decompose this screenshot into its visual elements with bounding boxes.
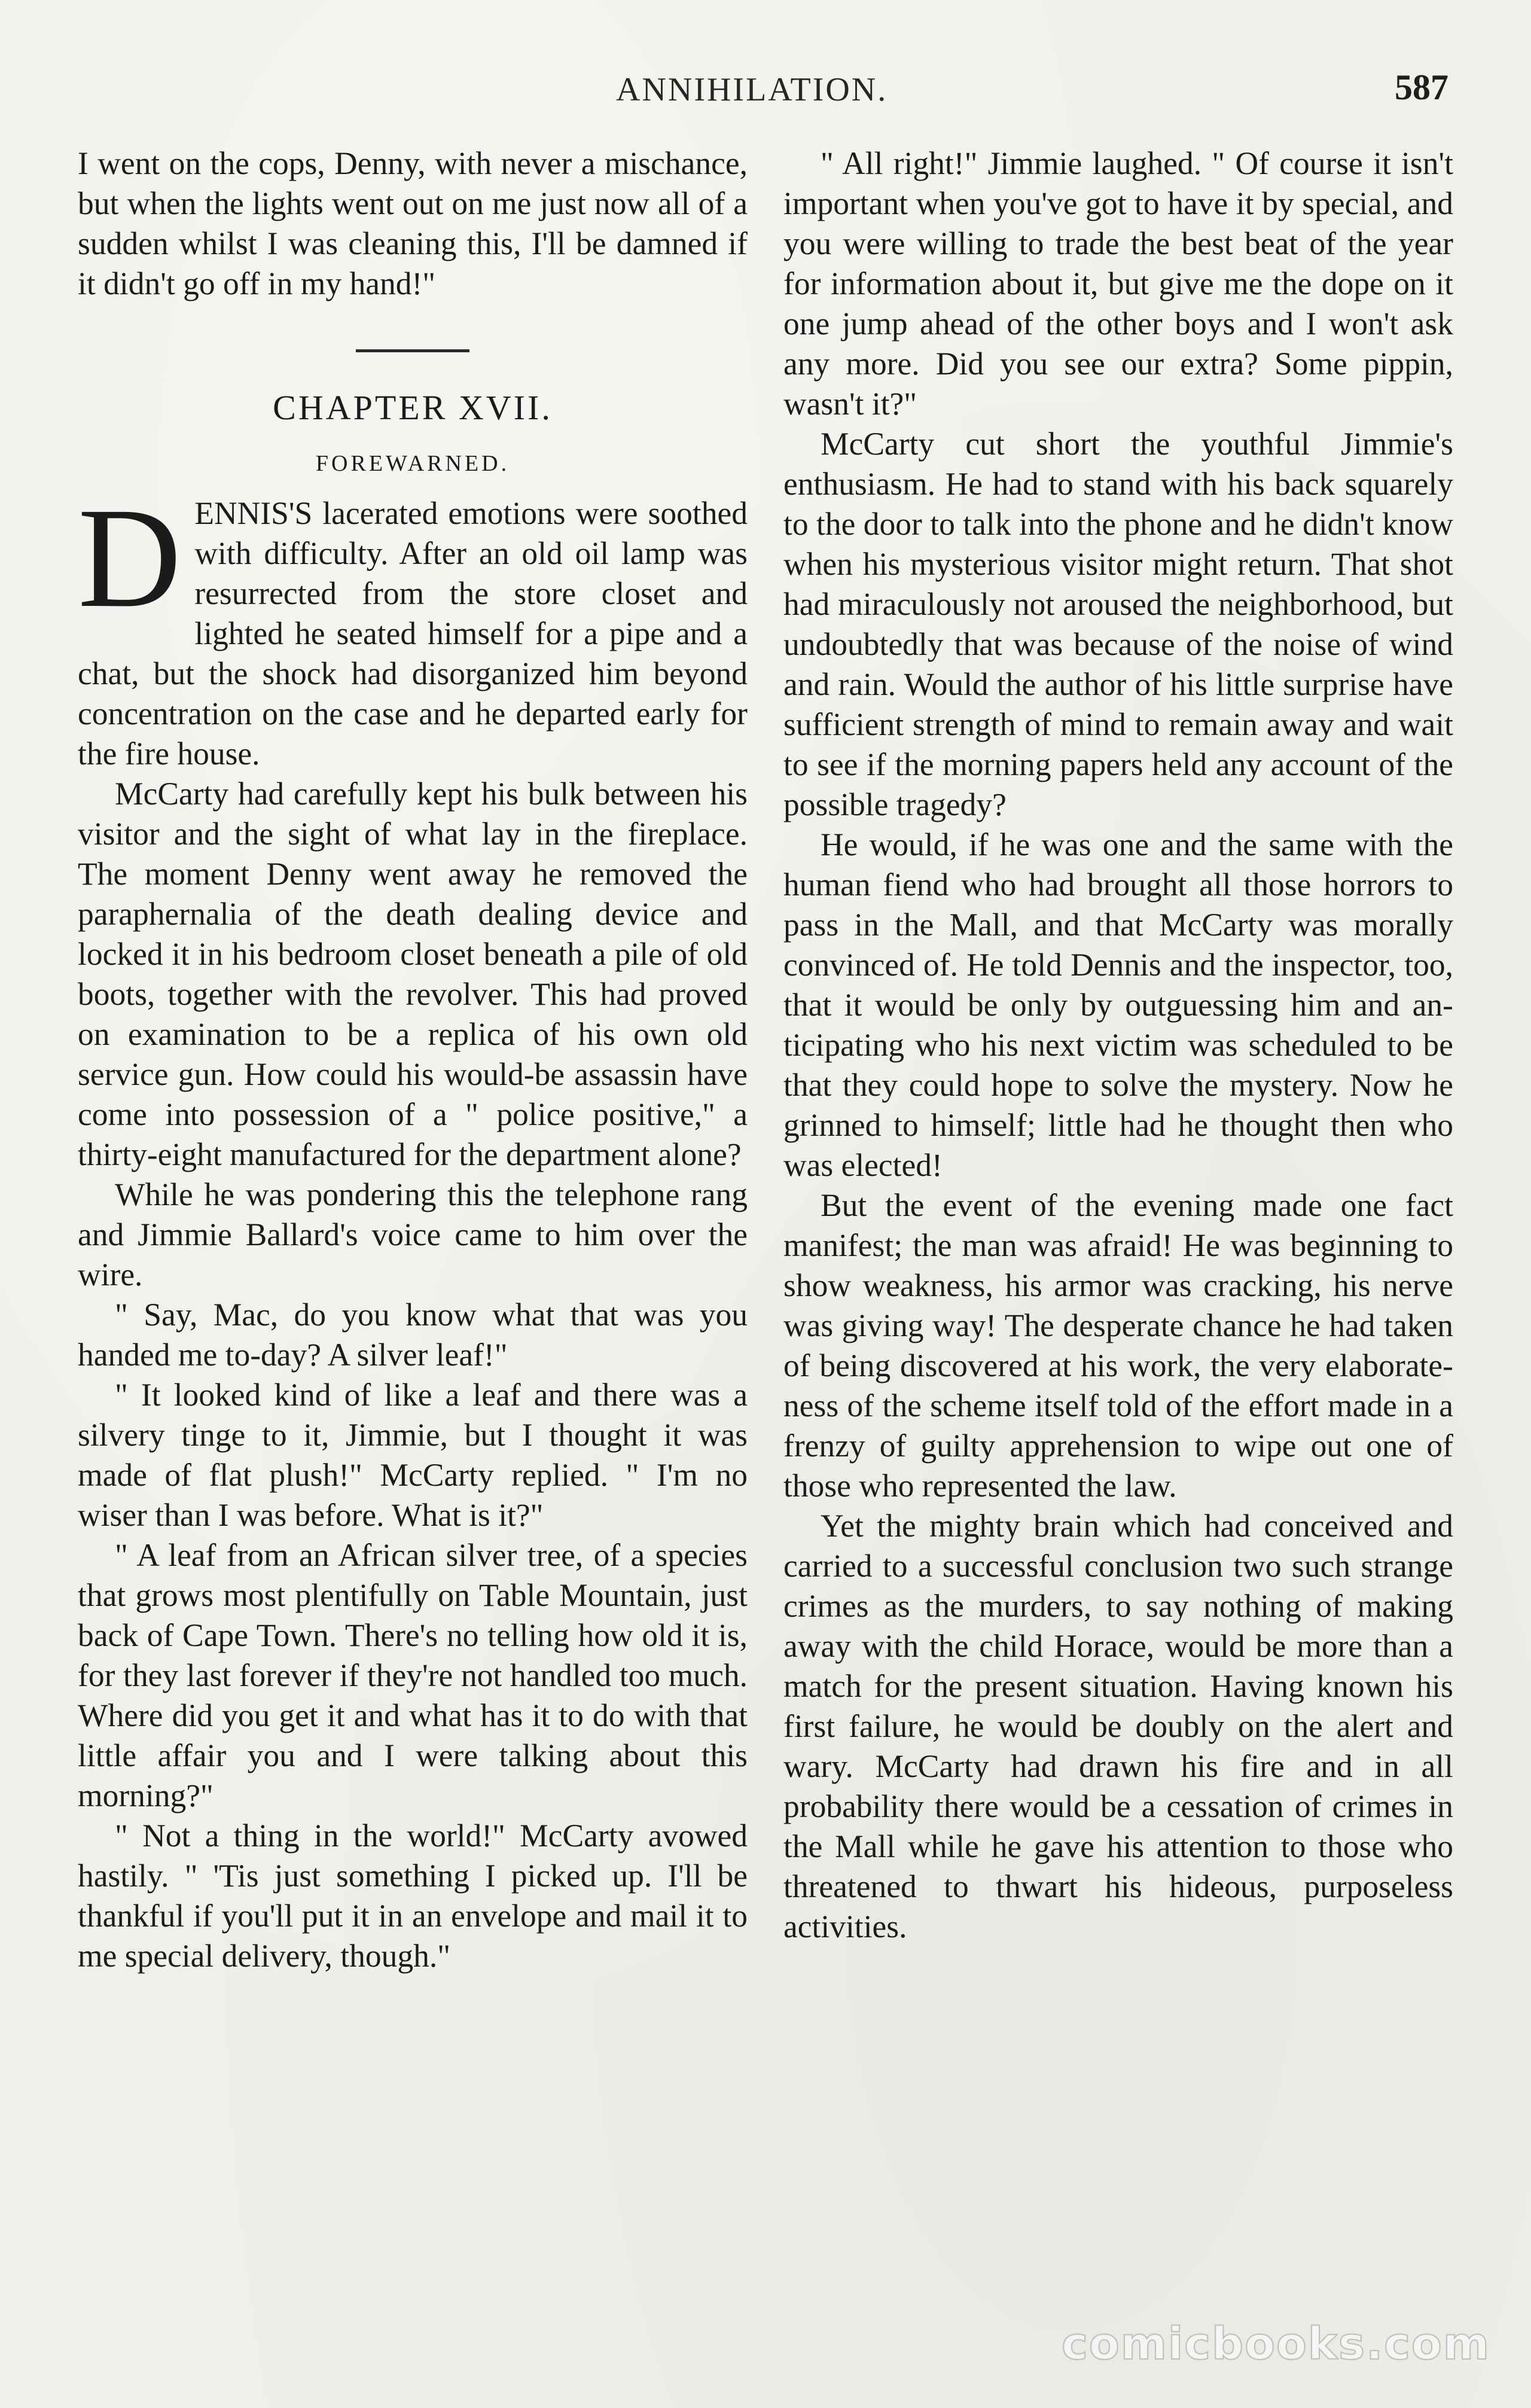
paragraph: He would, if he was one and the same with the human fiend who had brought all those horrors to pass in the Mall, and that McCarty was morally convinced of. He told Dennis and the inspector, too, that it would be only by outguessing him and anticipating who his next victim was scheduled to be that they could hope to solve the mystery. Now he grinned to himself; little had he thought then who was elected! (783, 827, 1453, 1183)
left-column (78, 144, 748, 1976)
paragraph: But the event of the evening made one fact manifest; the man was afraid! He was beginning to show weakness, his armor was cracking, his nerve was giving way! The desperate chance he had taken of being discovered at his work, the very elaborateness of the scheme itself told of the effort made in a frenzy of guilty apprehension to wipe out one of those who represented the law. (783, 1187, 1453, 1504)
chapter-title: CHAPTER XVII. (273, 388, 553, 427)
paragraph: " Not a thing in the world!" McCarty avowed hastily. " 'Tis just something I picked up. I'll be thankful if you'll put it in an envelope and mail it to me special delivery, though." (78, 1818, 748, 1974)
chapter-subtitle: FOREWARNED. (315, 451, 510, 476)
paragraph: McCarty had carefully kept his bulk between his visitor and the sight of what lay in the fireplace. The moment Denny went away he removed the paraphernalia of the death dealing device and locked it in his bedroom closet beneath a pile of old boots, together with the revolver. This had proved on examination to be a replica of his own old service gun. How could his would-be assassin have come into possession of a " police positive," a thirty-eight manufactured for the department alone? (78, 776, 748, 1172)
running-head: ANNIHILATION. (616, 71, 888, 108)
paragraph-text: ENNIS'S lacerated emotions were soothed with difficulty. After an old oil lamp was resurrected from the store closet and lighted he seated himself for a pipe and a chat, but the shock had disorganized him beyond concentration on the case and he departed early for the fire house. (78, 495, 748, 772)
paragraph: " All right!" Jimmie laughed. " Of course it isn't important when you've got to have it by special, and you were willing to trade the best beat of the year for information about it, but give me the dope on it one jump ahead of the other boys and I won't ask any more. Did you see our extra? Some pippin, wasn't it?" (783, 145, 1453, 422)
drop-cap: D (78, 478, 182, 637)
right-column (783, 144, 1453, 1947)
paragraph: " It looked kind of like a leaf and there was a silvery tinge to it, Jimmie, but I thought it was made of flat plush!" McCarty replied. " I'm no wiser than I was before. What is it?" (78, 1377, 748, 1533)
paragraph-dropcap (78, 478, 748, 774)
section-divider (356, 349, 469, 352)
watermark: comicbooks.com (1062, 2318, 1490, 2370)
paragraph: McCarty cut short the youthful Jimmie's enthusiasm. He had to stand with his back squarely to the door to talk into the phone and he didn't know when his mysterious visitor might return. That shot had miraculously not aroused the neighborhood, but undoubtedly that was because of the noise of wind and rain. Would the author of his little surprise have sufficient strength of mind to remain away and wait to see if the morning papers held any account of the possible tragedy? (783, 426, 1453, 822)
paragraph: " Say, Mac, do you know what that was you handed me to-day? A silver leaf!" (78, 1297, 748, 1373)
paragraph: " A leaf from an African silver tree, of a species that grows most plentifully on Table Mountain, just back of Cape Town. There's no telling how old it is, for they last forever if they're not handled too much. Where did you get it and what has it to do with that little affair you and I were talking about this morning?" (78, 1537, 748, 1813)
page-number: 587 (1395, 68, 1448, 107)
paragraph: Yet the mighty brain which had conceived and carried to a successful conclusion two such strange crimes as the murders, to say nothing of making away with the child Horace, would be more than a match for the present situation. Having known his first failure, he would be doubly on the alert and wary. McCarty had drawn his fire and in all probability there would be a cessation of crimes in the Mall while he gave his attention to those who threatened to thwart his hideous, purposeless activities. (783, 1508, 1453, 1944)
paragraph: While he was pondering this the telephone rang and Jimmie Ballard's voice came to him over the wire. (78, 1176, 748, 1293)
paragraph: I went on the cops, Denny, with never a mischance, but when the lights went out on me just now all of a sudden whilst I was cleaning this, I'll be damned if it didn't go off in my hand!" (78, 145, 748, 301)
